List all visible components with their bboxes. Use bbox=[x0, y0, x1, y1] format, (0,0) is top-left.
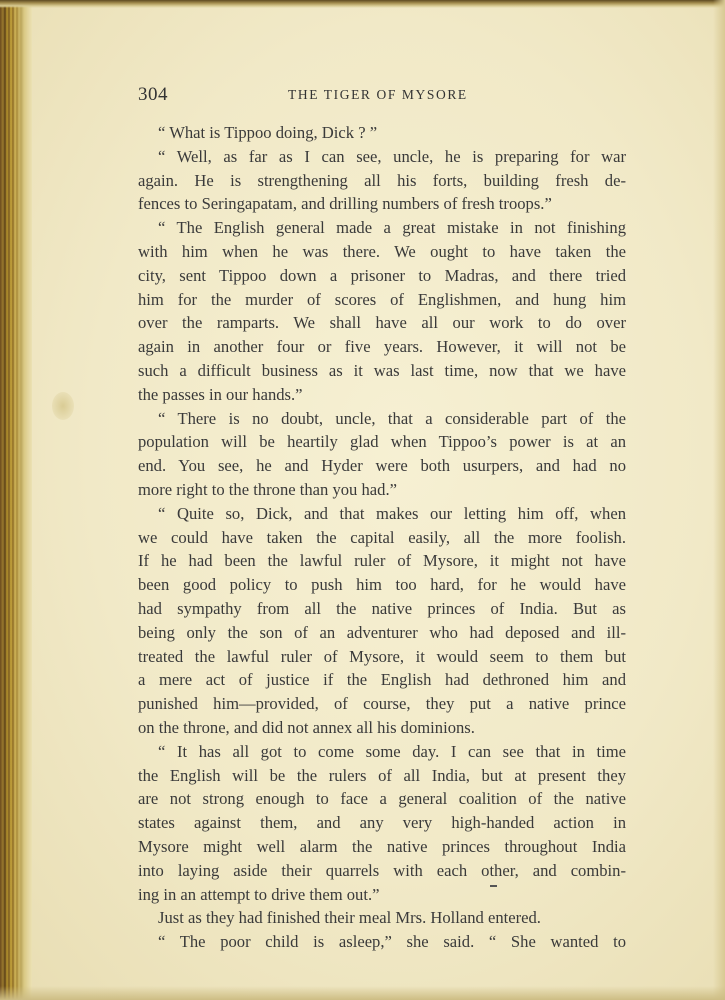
print-mark bbox=[490, 885, 497, 887]
text-line: “ The English general made a great mistake in not finishing bbox=[158, 218, 626, 238]
text-line: treated the lawful ruler of Mysore, it would seem to them but bbox=[138, 646, 626, 666]
book-binding-edge bbox=[0, 0, 32, 1000]
text-line: “ Well, as far as I can see, uncle, he is preparing for war bbox=[158, 146, 626, 166]
text-line: a mere act of justice if the English had dethroned him and bbox=[138, 670, 626, 690]
text-line: more right to the throne than you had.” bbox=[138, 479, 397, 499]
text-line: into laying aside their quarrels with each other, and combin- bbox=[138, 860, 626, 880]
text-line: had sympathy from all the native princes of India. But as bbox=[138, 598, 626, 618]
text-line: states against them, and any very high-handed action in bbox=[138, 813, 626, 833]
text-line: we could have taken the capital easily, all the more foolish. bbox=[138, 527, 626, 547]
text-line: on the throne, and did not annex all his dominions. bbox=[138, 717, 475, 737]
text-line: again. He is strengthening all his forts, building fresh de- bbox=[138, 170, 626, 190]
text-line: population will be heartily glad when Tippoo’s power is at an bbox=[138, 432, 626, 452]
page-right-shade bbox=[713, 0, 725, 1000]
text-line: fences to Seringapatam, and drilling numbers of fresh troops.” bbox=[138, 194, 552, 214]
text-line: ing in an attempt to drive them out.” bbox=[138, 884, 380, 904]
text-line: “ Quite so, Dick, and that makes our letting him off, when bbox=[158, 503, 626, 523]
text-line: the English will be the rulers of all India, but at present they bbox=[138, 765, 626, 785]
text-line: being only the son of an adventurer who had deposed and ill- bbox=[138, 622, 626, 642]
text-line: “ The poor child is asleep,” she said. “ She wanted to bbox=[158, 932, 626, 952]
text-line: “ It has all got to come some day. I can see that in time bbox=[158, 741, 626, 761]
page-stain bbox=[52, 392, 74, 420]
page-bottom-shade bbox=[0, 986, 725, 1000]
text-line: are not strong enough to face a general coalition of the native bbox=[138, 789, 626, 809]
running-title: THE TIGER OF MYSORE bbox=[288, 87, 468, 102]
text-line: end. You see, he and Hyder were both usurpers, and had no bbox=[138, 456, 626, 476]
text-line: again in another four or five years. However, it will not be bbox=[138, 337, 626, 357]
page-top-edge bbox=[0, 0, 725, 8]
text-line: punished him—provided, of course, they put a native prince bbox=[138, 694, 626, 714]
page-number: 304 bbox=[138, 84, 168, 105]
text-line: If he had been the lawful ruler of Mysore, it might not have bbox=[138, 551, 626, 571]
text-line: Mysore might well alarm the native princes throughout India bbox=[138, 836, 626, 856]
text-line: the passes in our hands.” bbox=[138, 384, 303, 404]
text-line: been good policy to push him too hard, for he would have bbox=[138, 575, 626, 595]
text-line: him for the murder of scores of Englishmen, and hung him bbox=[138, 289, 626, 309]
text-line: Just as they had finished their meal Mrs. Holland entered. bbox=[158, 908, 541, 928]
page-header bbox=[138, 84, 626, 106]
text-line: city, sent Tippoo down a prisoner to Madras, and there tried bbox=[138, 265, 626, 285]
text-line: “ There is no doubt, uncle, that a considerable part of the bbox=[158, 408, 626, 428]
text-line: such a difficult business as it was last time, now that we have bbox=[138, 360, 626, 380]
text-line: with him when he was there. We ought to have taken the bbox=[138, 241, 626, 261]
text-line: “ What is Tippoo doing, Dick ? ” bbox=[158, 123, 378, 142]
body-text bbox=[138, 121, 626, 954]
text-line: over the ramparts. We shall have all our work to do over bbox=[138, 313, 626, 333]
